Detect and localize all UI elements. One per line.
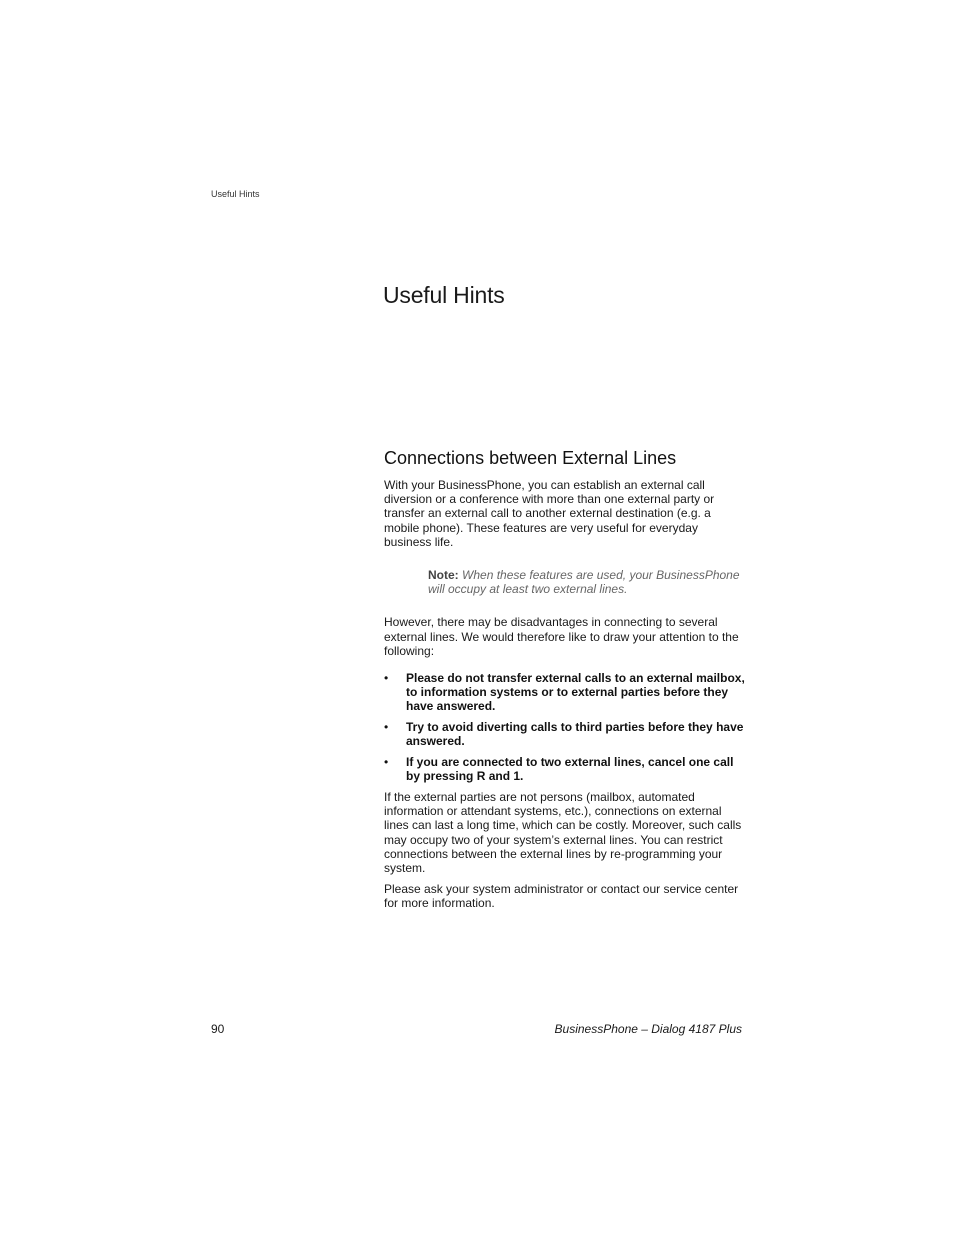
list-item	[384, 720, 746, 748]
note-text: When these features are used, your BusinessPhone will occupy at least two external lines.	[428, 568, 740, 597]
costly-paragraph: If the external parties are not persons (mailbox, automated information or attendant systems, etc.), connections on external lines can last a long time, which can be costly. Moreover, such calls may occupy two of your system’s external lines. You can restrict connections between the external lines by re-programming your system.	[384, 790, 742, 876]
bullet-text: Try to avoid diverting calls to third parties before they have answered.	[406, 720, 744, 749]
bullet-text: If you are connected to two external lines, cancel one call by pressing R and 1.	[406, 755, 734, 784]
section-heading: Connections between External Lines	[384, 448, 677, 468]
list-item	[384, 671, 746, 713]
note	[428, 568, 746, 596]
bullet-list	[384, 671, 746, 783]
intro-paragraph: With your BusinessPhone, you can establish an external call diversion or a conference with more than one external party or transfer an external call to another external destination (e.g. a mobile phone). These features are very useful for everyday business life.	[384, 478, 715, 549]
note-label: Note:	[428, 568, 459, 583]
bullet-icon: •	[384, 755, 389, 770]
bullet-text: Please do not transfer external calls to an external mailbox, to information systems or to external parties before they have answered.	[406, 671, 745, 714]
disadvantages-paragraph: However, there may be disadvantages in connecting to several external lines. We would therefore like to draw your attention to the following:	[384, 615, 739, 658]
list-item	[384, 755, 746, 783]
footer-document-title: BusinessPhone – Dialog 4187 Plus	[554, 1022, 742, 1036]
main-content	[384, 447, 746, 918]
page-title: Useful Hints	[383, 282, 505, 308]
page-number: 90	[211, 1022, 225, 1036]
bullet-icon: •	[384, 720, 389, 735]
contact-paragraph: Please ask your system administrator or contact our service center for more information.	[384, 882, 739, 911]
running-header: Useful Hints	[211, 189, 260, 199]
bullet-icon: •	[384, 671, 389, 686]
